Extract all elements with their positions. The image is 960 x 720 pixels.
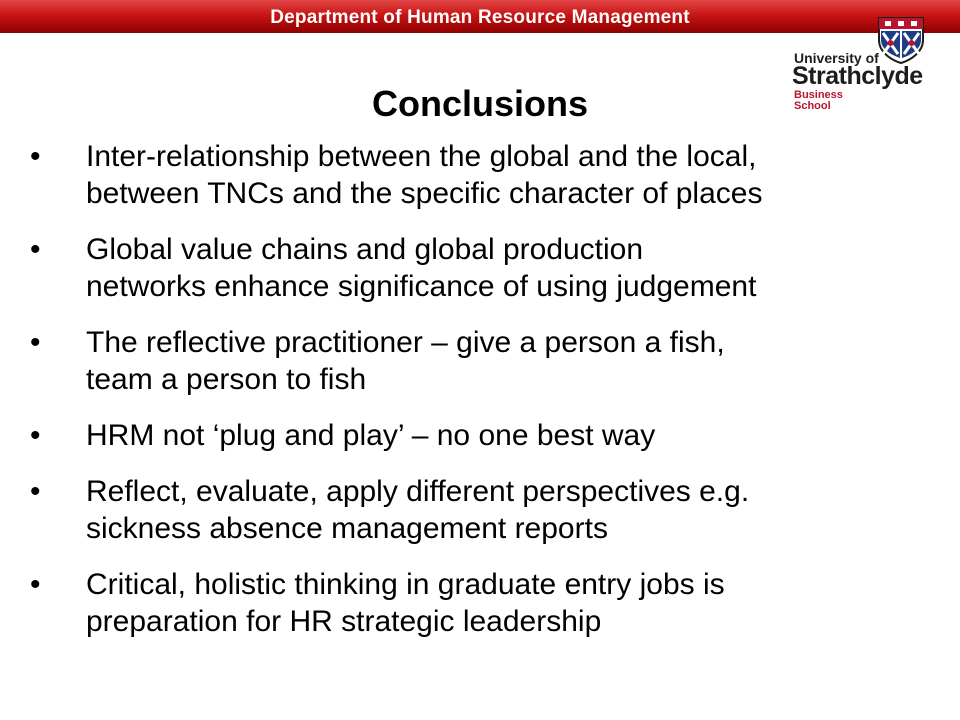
bullet-icon: • [30,568,41,601]
bullet-icon: • [30,140,41,173]
bullet-text: Critical, holistic thinking in graduate entry jobs is [86,568,725,601]
logo-school: School [794,100,831,112]
department-title: Department of Human Resource Management [270,7,690,28]
bullet-text: between TNCs and the specific character of places [86,177,763,210]
bullet-text: preparation for HR strategic leadership [86,605,602,638]
bullet-item-4 [30,417,955,454]
bullet-text: Reflect, evaluate, apply different perspectives e.g. [86,475,750,508]
bullet-text: The reflective practitioner – give a person a fish, [86,326,725,359]
bullet-list [30,138,955,640]
bullet-item-6 [30,566,955,640]
bullet-item-3 [30,324,955,398]
bullet-item-5 [30,473,955,547]
bullet-item-1 [30,138,955,212]
logo-strathclyde: Strathclyde [792,62,923,90]
bullet-text: team a person to fish [86,363,367,396]
bullet-icon: • [30,326,41,359]
logo-university-of: University of [794,50,879,66]
slide-title: Conclusions [371,83,589,124]
bullet-text: Inter-relationship between the global and the local, [86,140,757,173]
university-crest-icon [875,12,927,64]
bullet-text: Global value chains and global production [86,233,644,266]
bullet-icon: • [30,233,41,266]
bullet-item-2 [30,231,955,305]
logo-business: Business [794,89,843,101]
bullet-text: sickness absence management reports [86,512,608,545]
bullet-icon: • [30,475,41,508]
bullet-text: networks enhance significance of using judgement [86,270,757,303]
bullet-icon: • [30,419,41,452]
bullet-text: HRM not ‘plug and play’ – no one best way [86,419,656,452]
